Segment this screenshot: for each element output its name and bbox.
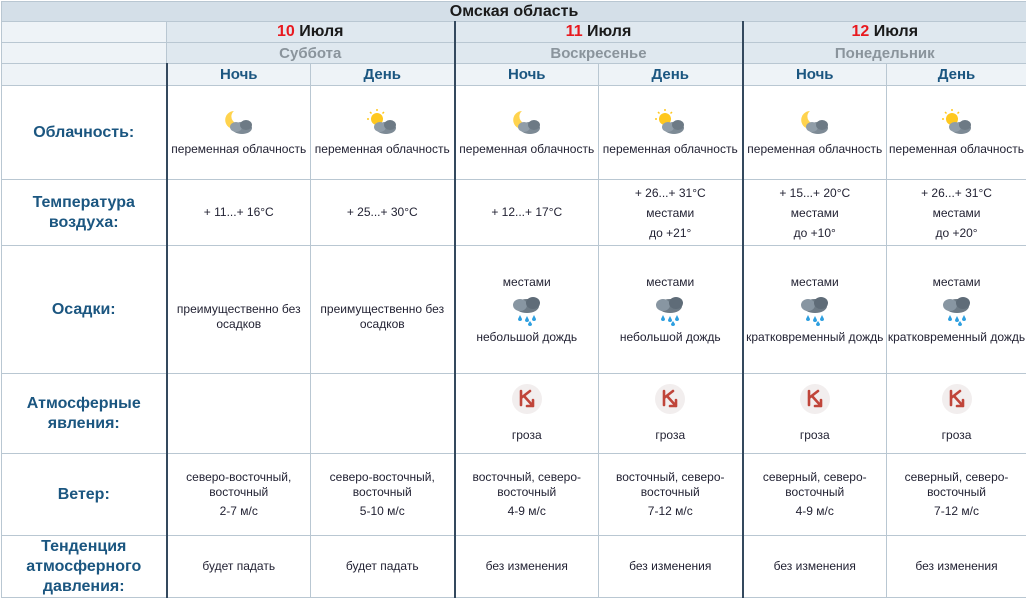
row-label-wind: Ветер: xyxy=(2,454,167,536)
phen-text: гроза xyxy=(511,428,542,442)
region-title: Омская область xyxy=(2,2,1026,22)
wind-cell xyxy=(887,454,1026,536)
precip-text: кратковременный дождь xyxy=(746,329,884,344)
phen-cell xyxy=(311,374,455,454)
row-label-phen: Атмосферные явления: xyxy=(2,374,167,454)
temp-range: + 11...+ 16°C xyxy=(203,205,274,219)
period-header: Ночь xyxy=(167,64,311,86)
row-label-precip: Осадки: xyxy=(2,246,167,374)
temp-local: до +21° xyxy=(649,225,692,240)
precip-note: местами xyxy=(502,274,551,289)
partly-cloudy-night-icon xyxy=(222,108,256,138)
phen-cell xyxy=(167,374,311,454)
date-header-2 xyxy=(455,22,743,43)
precip-cell xyxy=(311,246,455,374)
precip-row xyxy=(2,246,1026,374)
temp-cell xyxy=(311,180,455,246)
pressure-cell: будет падать xyxy=(311,536,455,598)
temp-range: + 15...+ 20°C xyxy=(779,185,851,200)
cloud-cell xyxy=(167,86,311,180)
wind-cell xyxy=(311,454,455,536)
pressure-cell: без изменения xyxy=(743,536,887,598)
period-header: Ночь xyxy=(455,64,599,86)
phen-text: гроза xyxy=(941,428,972,442)
pressure-cell: без изменения xyxy=(887,536,1026,598)
temp-cell xyxy=(743,180,887,246)
partly-cloudy-day-icon xyxy=(653,108,687,138)
row-label-cloud: Облачность: xyxy=(2,86,167,180)
cloud-row xyxy=(2,86,1026,180)
wind-speed: 2-7 м/с xyxy=(219,504,258,518)
phen-row xyxy=(2,374,1026,454)
cloud-text: переменная облачность xyxy=(747,142,883,156)
day-number: 12 xyxy=(851,23,870,40)
row-label-pressure: Тенденция атмосферного давления: xyxy=(2,536,167,598)
period-header: День xyxy=(311,64,455,86)
temp-range: + 26...+ 31°C xyxy=(634,185,706,200)
wind-dir: северо-восточный, восточный xyxy=(329,470,435,499)
cloud-text: переменная облачность xyxy=(889,142,1024,156)
cloud-text: переменная облачность xyxy=(459,142,595,156)
precip-cell xyxy=(455,246,599,374)
precip-note: местами xyxy=(932,274,981,289)
day-number: 10 xyxy=(276,23,295,40)
temp-range: + 25...+ 30°C xyxy=(346,205,418,219)
wind-speed: 4-9 м/с xyxy=(507,504,546,518)
temp-range: + 26...+ 31°C xyxy=(921,185,992,200)
wind-dir: северный, северо-восточный xyxy=(762,470,867,499)
weekday-3: Понедельник xyxy=(743,43,1026,64)
cloud-cell xyxy=(455,86,599,180)
thunderstorm-icon xyxy=(942,384,972,414)
pressure-cell: без изменения xyxy=(599,536,743,598)
forecast-table xyxy=(1,1,1026,598)
thunderstorm-icon xyxy=(655,384,685,414)
wind-dir: восточный, северо-восточный xyxy=(472,470,581,499)
temp-range: + 12...+ 17°C xyxy=(491,205,563,219)
precip-text: преимущественно без осадков xyxy=(176,301,301,331)
cloud-cell xyxy=(311,86,455,180)
cloud-cell xyxy=(887,86,1026,180)
phen-cell xyxy=(887,374,1026,454)
partly-cloudy-day-icon xyxy=(365,108,399,138)
corner-cell xyxy=(2,22,167,43)
precip-cell xyxy=(599,246,743,374)
phen-cell xyxy=(599,374,743,454)
rain-cloud-icon xyxy=(797,294,833,326)
period-header: День xyxy=(887,64,1026,86)
wind-dir: северный, северо-восточный xyxy=(904,470,1009,499)
wind-speed: 7-12 м/с xyxy=(647,504,693,518)
precip-cell xyxy=(887,246,1026,374)
wind-speed: 4-9 м/с xyxy=(795,504,834,518)
rain-cloud-icon xyxy=(509,294,545,326)
thunderstorm-icon xyxy=(512,384,542,414)
day-number: 11 xyxy=(565,23,583,40)
cloud-text: переменная облачность xyxy=(171,142,307,156)
partly-cloudy-day-icon xyxy=(940,108,974,138)
row-label-temp: Температура воздуха: xyxy=(2,180,167,246)
wind-row xyxy=(2,454,1026,536)
month-label: Июля xyxy=(582,23,632,40)
period-header: Ночь xyxy=(743,64,887,86)
corner-cell xyxy=(2,64,167,86)
temp-cell xyxy=(455,180,599,246)
phen-cell xyxy=(455,374,599,454)
precip-cell xyxy=(167,246,311,374)
weekday-1: Суббота xyxy=(167,43,455,64)
precip-text: преимущественно без осадков xyxy=(320,301,445,331)
wind-cell xyxy=(455,454,599,536)
temp-local: до +20° xyxy=(935,225,978,240)
cloud-text: переменная облачность xyxy=(602,142,738,156)
temp-note: местами xyxy=(646,205,695,220)
wind-cell xyxy=(599,454,743,536)
phen-cell xyxy=(743,374,887,454)
wind-dir: северо-восточный, восточный xyxy=(186,470,292,499)
temp-note: местами xyxy=(790,205,839,220)
temp-cell xyxy=(599,180,743,246)
pressure-row xyxy=(2,536,1026,598)
wind-speed: 5-10 м/с xyxy=(359,504,405,518)
cloud-cell xyxy=(743,86,887,180)
temp-cell xyxy=(887,180,1026,246)
period-header: День xyxy=(599,64,743,86)
precip-text: небольшой дождь xyxy=(619,329,721,344)
precip-text: кратковременный дождь xyxy=(887,329,1026,344)
temp-local: до +10° xyxy=(793,225,836,240)
month-label: Июля xyxy=(869,23,919,40)
pressure-cell: без изменения xyxy=(455,536,599,598)
precip-note: местами xyxy=(646,274,695,289)
temp-note: местами xyxy=(932,205,981,220)
partly-cloudy-night-icon xyxy=(510,108,544,138)
wind-cell xyxy=(167,454,311,536)
phen-text: гроза xyxy=(799,428,830,442)
corner-cell xyxy=(2,43,167,64)
wind-dir: восточный, северо-восточный xyxy=(616,470,725,499)
precip-note: местами xyxy=(790,274,839,289)
cloud-cell xyxy=(599,86,743,180)
month-label: Июля xyxy=(294,23,344,40)
rain-cloud-icon xyxy=(652,294,688,326)
precip-cell xyxy=(743,246,887,374)
cloud-text: переменная облачность xyxy=(314,142,450,156)
precip-text: небольшой дождь xyxy=(476,329,578,344)
partly-cloudy-night-icon xyxy=(798,108,832,138)
date-header-3 xyxy=(743,22,1026,43)
rain-cloud-icon xyxy=(939,294,975,326)
pressure-cell: будет падать xyxy=(167,536,311,598)
date-header-1 xyxy=(167,22,455,43)
wind-speed: 7-12 м/с xyxy=(934,504,979,518)
weekday-2: Воскресенье xyxy=(455,43,743,64)
temp-row xyxy=(2,180,1026,246)
wind-cell xyxy=(743,454,887,536)
temp-cell xyxy=(167,180,311,246)
phen-text: гроза xyxy=(655,428,686,442)
thunderstorm-icon xyxy=(800,384,830,414)
